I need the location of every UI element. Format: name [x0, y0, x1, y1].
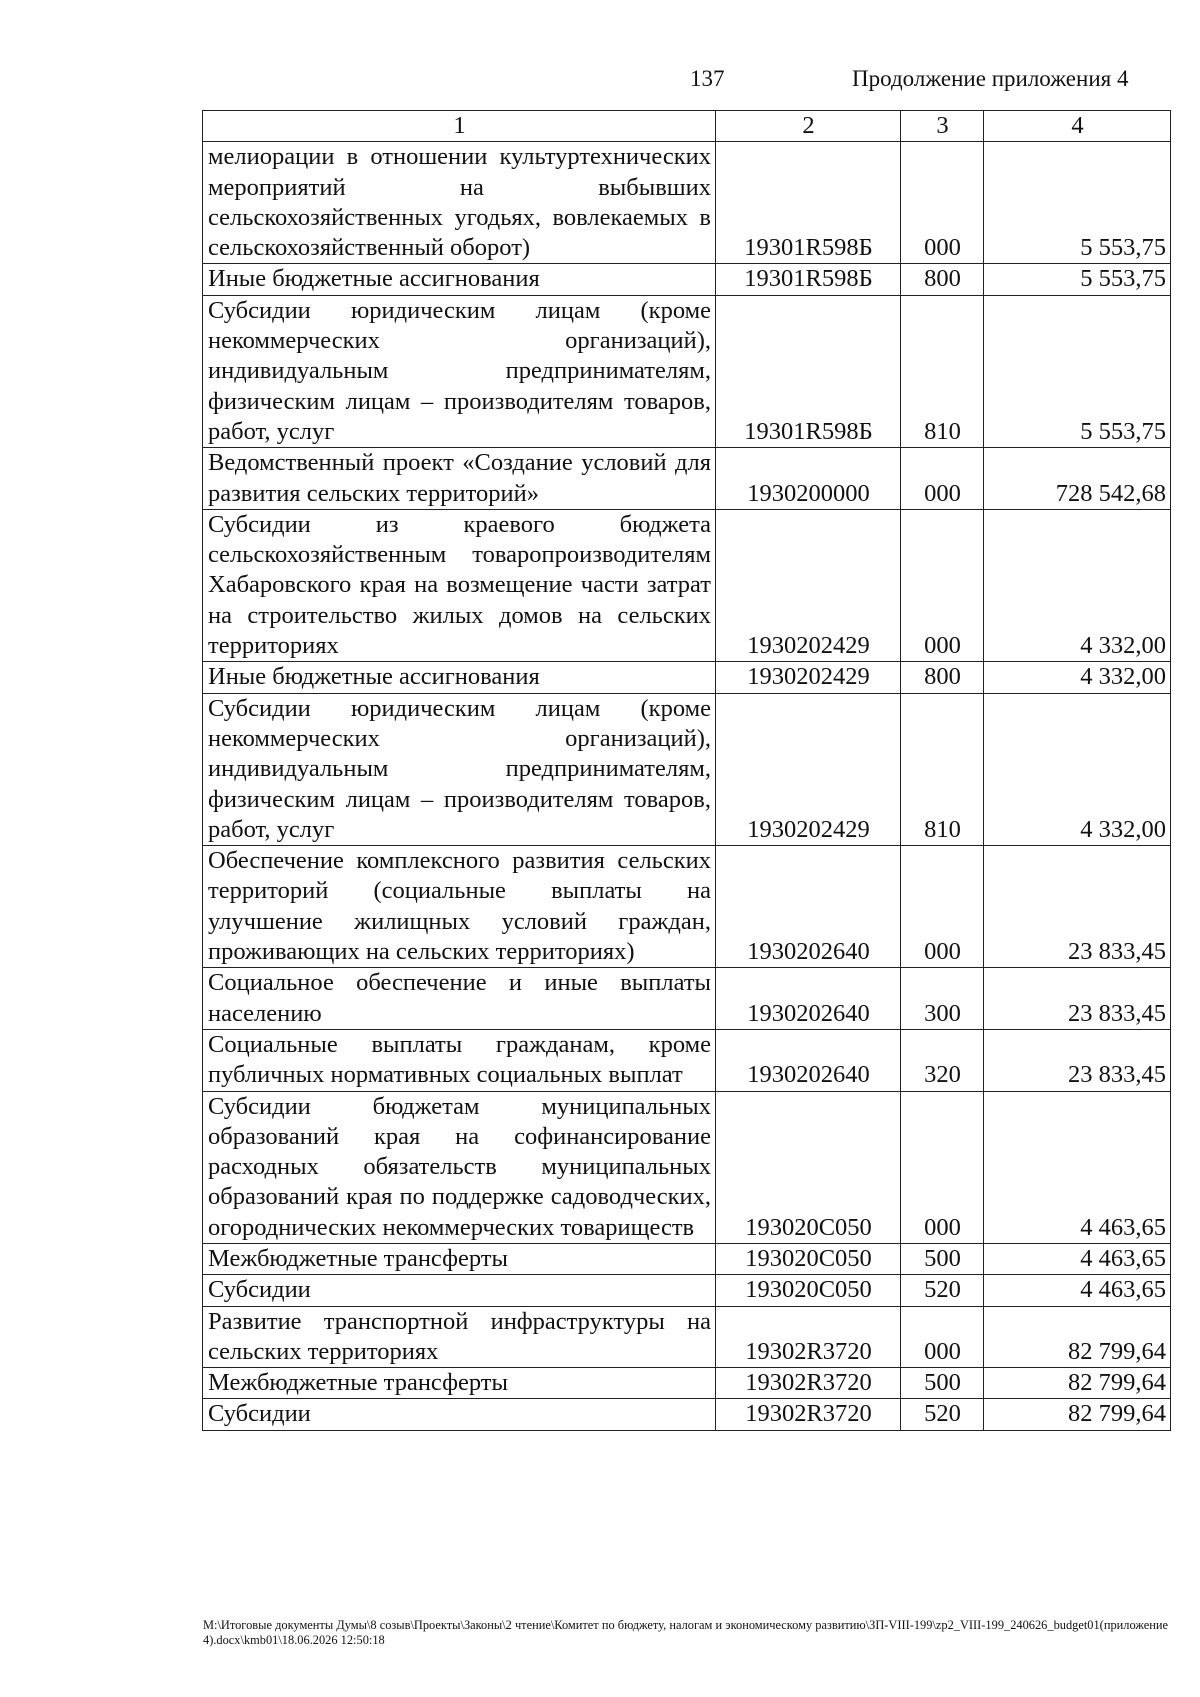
- table-row: [203, 1368, 1171, 1399]
- expense-type-code: 000: [901, 1091, 984, 1243]
- amount: 5 553,75: [984, 295, 1171, 447]
- expense-name: Субсидии: [203, 1399, 716, 1430]
- table-row: [203, 1275, 1171, 1306]
- target-article-code: 193020С050: [716, 1243, 901, 1274]
- amount: 4 463,65: [984, 1275, 1171, 1306]
- amount: 4 332,00: [984, 693, 1171, 845]
- column-header-4: 4: [984, 111, 1171, 142]
- table-row: [203, 846, 1171, 968]
- expense-name: Ведомственный проект «Создание условий для развития сельских территорий»: [203, 448, 716, 510]
- amount: 4 463,65: [984, 1091, 1171, 1243]
- target-article-code: 19302R3720: [716, 1368, 901, 1399]
- expense-type-code: 000: [901, 448, 984, 510]
- expense-type-code: 500: [901, 1368, 984, 1399]
- expense-name: мелиорации в отношении культуртехнических мероприятий на выбывших сельскохозяйственных угодьях, вовлекаемых в сельскохозяйственный оборот): [203, 142, 716, 264]
- expense-type-code: 800: [901, 662, 984, 693]
- expense-name: Межбюджетные трансферты: [203, 1368, 716, 1399]
- expense-type-code: 000: [901, 509, 984, 661]
- expense-name: Социальное обеспечение и иные выплаты населению: [203, 968, 716, 1030]
- expense-name: Субсидии юридическим лицам (кроме некоммерческих организаций), индивидуальным предпринимателям, физическим лицам – производителям товаров, работ, услуг: [203, 693, 716, 845]
- expense-name: Обеспечение комплексного развития сельских территорий (социальные выплаты на улучшение жилищных условий граждан, проживающих на сельских территориях): [203, 846, 716, 968]
- column-header-2: 2: [716, 111, 901, 142]
- page-number: 137: [690, 66, 725, 91]
- table-row: [203, 662, 1171, 693]
- table-row: [203, 1029, 1171, 1091]
- expense-name: Межбюджетные трансферты: [203, 1243, 716, 1274]
- amount: 728 542,68: [984, 448, 1171, 510]
- amount: 23 833,45: [984, 846, 1171, 968]
- table-row: [203, 1243, 1171, 1274]
- amount: 82 799,64: [984, 1399, 1171, 1430]
- budget-table: [202, 110, 1171, 1431]
- expense-name: Иные бюджетные ассигнования: [203, 264, 716, 295]
- expense-name: Иные бюджетные ассигнования: [203, 662, 716, 693]
- column-header-1: 1: [203, 111, 716, 142]
- target-article-code: 1930202429: [716, 662, 901, 693]
- expense-type-code: 000: [901, 846, 984, 968]
- expense-type-code: 300: [901, 968, 984, 1030]
- target-article-code: 19301R598Б: [716, 295, 901, 447]
- target-article-code: 1930202429: [716, 693, 901, 845]
- expense-name: Развитие транспортной инфраструктуры на сельских территориях: [203, 1306, 716, 1368]
- document-file-path: М:\Итоговые документы Думы\8 созыв\Проекты\Законы\2 чтение\Комитет по бюджету, налогам и экономическому развитию\ЗП-VIII-199\zp2_VIII-199_240626_budget01(приложение4).docx\kmb01\18.06.2026 12:50:18: [203, 1618, 1168, 1647]
- table-row: [203, 1091, 1171, 1243]
- amount: 4 332,00: [984, 509, 1171, 661]
- column-number-row: [203, 111, 1171, 142]
- target-article-code: 1930200000: [716, 448, 901, 510]
- expense-name: Субсидии бюджетам муниципальных образований края на софинансирование расходных обязательств муниципальных образований края по поддержке садоводческих, огороднических некоммерческих товариществ: [203, 1091, 716, 1243]
- target-article-code: 19301R598Б: [716, 264, 901, 295]
- target-article-code: 193020С050: [716, 1091, 901, 1243]
- target-article-code: 1930202640: [716, 846, 901, 968]
- amount: 5 553,75: [984, 142, 1171, 264]
- amount: 23 833,45: [984, 1029, 1171, 1091]
- expense-type-code: 520: [901, 1399, 984, 1430]
- table-row: [203, 1399, 1171, 1430]
- table-row: [203, 1306, 1171, 1368]
- amount: 4 463,65: [984, 1243, 1171, 1274]
- table-row: [203, 509, 1171, 661]
- expense-name: Субсидии из краевого бюджета сельскохозяйственным товаропроизводителям Хабаровского края на возмещение части затрат на строительство жилых домов на сельских территориях: [203, 509, 716, 661]
- amount: 82 799,64: [984, 1306, 1171, 1368]
- column-header-3: 3: [901, 111, 984, 142]
- expense-name: Социальные выплаты гражданам, кроме публичных нормативных социальных выплат: [203, 1029, 716, 1091]
- target-article-code: 19302R3720: [716, 1399, 901, 1430]
- table-row: [203, 693, 1171, 845]
- target-article-code: 193020С050: [716, 1275, 901, 1306]
- expense-type-code: 500: [901, 1243, 984, 1274]
- table-row: [203, 968, 1171, 1030]
- amount: 5 553,75: [984, 264, 1171, 295]
- amount: 82 799,64: [984, 1368, 1171, 1399]
- expense-type-code: 000: [901, 142, 984, 264]
- table-row: [203, 295, 1171, 447]
- target-article-code: 1930202429: [716, 509, 901, 661]
- expense-name: Субсидии: [203, 1275, 716, 1306]
- expense-type-code: 520: [901, 1275, 984, 1306]
- target-article-code: 19302R3720: [716, 1306, 901, 1368]
- expense-type-code: 320: [901, 1029, 984, 1091]
- amount: 4 332,00: [984, 662, 1171, 693]
- table-row: [203, 264, 1171, 295]
- table-row: [203, 448, 1171, 510]
- target-article-code: 19301R598Б: [716, 142, 901, 264]
- expense-type-code: 810: [901, 295, 984, 447]
- amount: 23 833,45: [984, 968, 1171, 1030]
- appendix-continuation-label: Продолжение приложения 4: [852, 66, 1129, 91]
- target-article-code: 1930202640: [716, 1029, 901, 1091]
- expense-type-code: 810: [901, 693, 984, 845]
- target-article-code: 1930202640: [716, 968, 901, 1030]
- expense-type-code: 000: [901, 1306, 984, 1368]
- expense-type-code: 800: [901, 264, 984, 295]
- expense-name: Субсидии юридическим лицам (кроме некоммерческих организаций), индивидуальным предпринимателям, физическим лицам – производителям товаров, работ, услуг: [203, 295, 716, 447]
- table-row: [203, 142, 1171, 264]
